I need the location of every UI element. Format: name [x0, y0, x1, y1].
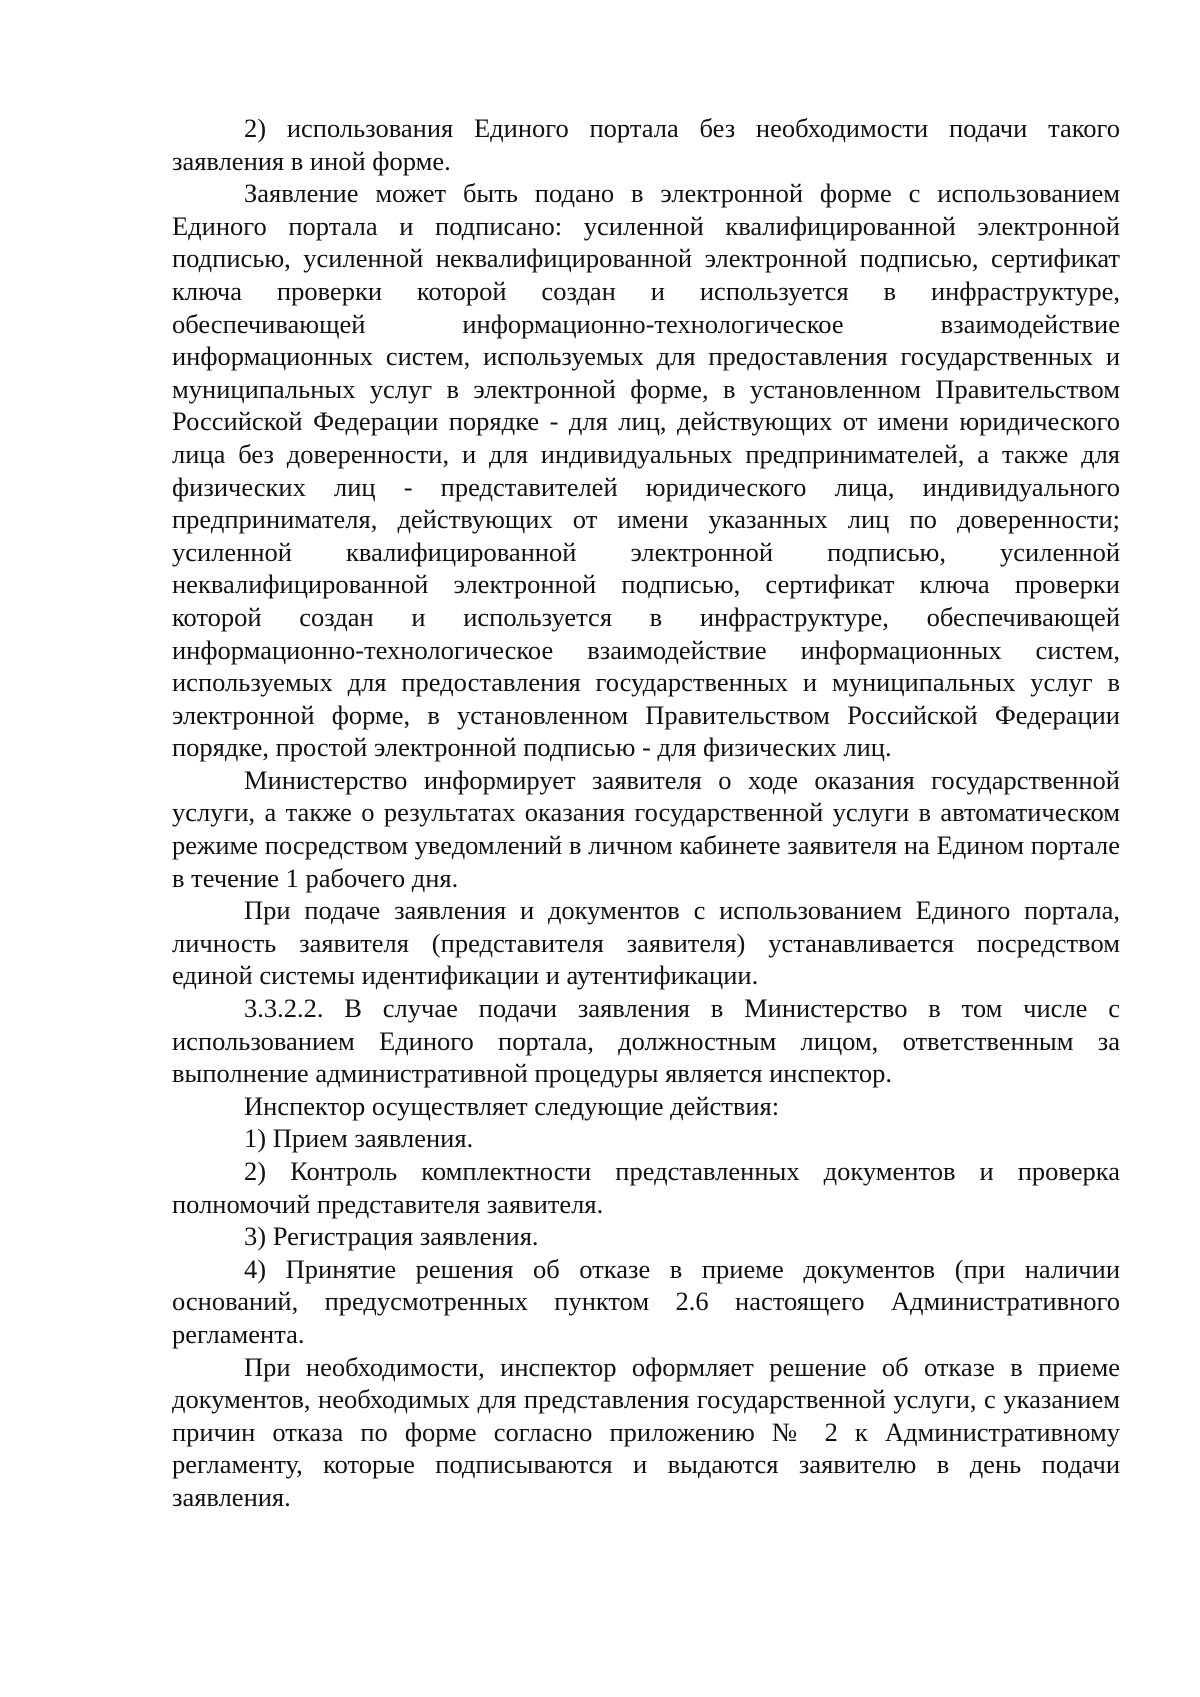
paragraph-inspector-actions: Инспектор осуществляет следующие действия: [244, 1090, 780, 1121]
list-item-1: 1) Прием заявления. [244, 1123, 474, 1154]
list-item-2: 2) Контроль комплектности представленных документов и проверка полномочий представителя заявителя. [172, 1156, 1120, 1219]
paragraph-section-3-3-2-2: 3.3.2.2. В случае подачи заявления в Министерство в том числе с использованием Единого портала, должностным лицом, ответственным за выполнение административной процедуры является инспектор. [172, 993, 1120, 1089]
list-item-3: 3) Регистрация заявления. [244, 1221, 539, 1252]
paragraph-identity-verification: При подаче заявления и документов с использованием Единого портала, личность заявителя (представителя заявителя) устанавливается посредством единой системы идентификации и аутентификации. [172, 895, 1120, 991]
paragraph-ministry-informs: Министерство информирует заявителя о ходе оказания государственной услуги, а также о результатах оказания государственной услуги в автоматическом режиме посредством уведомлений в личном кабинете заявителя на Едином портале в течение 1 рабочего дня. [172, 764, 1120, 893]
document-page [172, 112, 1120, 1514]
list-item-4: 4) Принятие решения об отказе в приеме документов (при наличии оснований, предусмотренных пунктом 2.6 настоящего Административного регламента. [172, 1253, 1120, 1349]
paragraph-item-2-use-portal: 2) использования Единого портала без необходимости подачи такого заявления в иной форме. [172, 113, 1120, 176]
paragraph-electronic-signature: Заявление может быть подано в электронной форме с использованием Единого портала и подписано: усиленной квалифицированной электронной подписью, усиленной неквалифицированной электронной подписью, сертификат ключа проверки которой создан и используется в инфраструктуре, обеспечивающей информационно-технологическое взаимодействие информационных систем, используемых для предоставления государственных и муниципальных услуг в электронной форме, в установленном Правительством Российской Федерации порядке - для лиц, действующих от имени юридического лица без доверенности, и для индивидуальных предпринимателей, а также для физических лиц - представителей юридического лица, индивидуального предпринимателя, действующих от имени указанных лиц по доверенности; усиленной квалифицированной электронной подписью, усиленной неквалифицированной электронной подписью, сертификат ключа проверки которой создан и используется в инфраструктуре, обеспечивающей информационно-технологическое взаимодействие информационных систем, используемых для предоставления государственных и муниципальных услуг в электронной форме, в установленном Правительством Российской Федерации порядке, простой электронной подписью - для физических лиц. [172, 178, 1120, 763]
paragraph-refusal-decision: При необходимости, инспектор оформляет решение об отказе в приеме документов, необходимых для представления государственной услуги, с указанием причин отказа по форме согласно приложению № 2 к Административному регламенту, которые подписываются и выдаются заявителю в день подачи заявления. [172, 1351, 1120, 1512]
